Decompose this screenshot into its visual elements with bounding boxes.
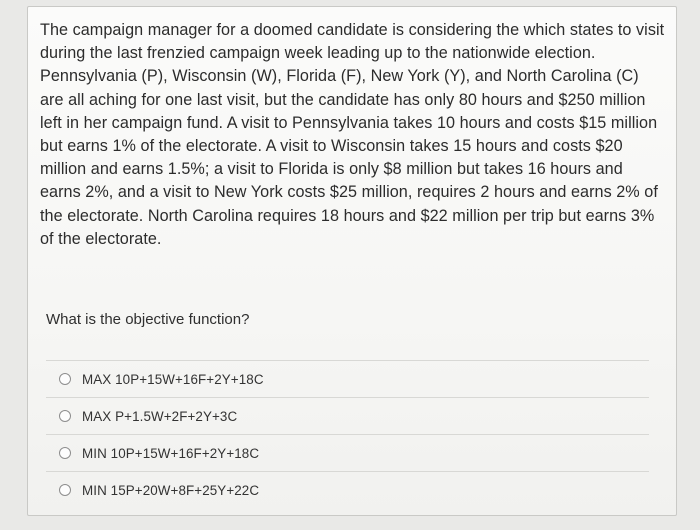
answer-option-2[interactable]	[46, 398, 649, 434]
answer-option-label: MIN 10P+15W+16F+2Y+18C	[82, 445, 260, 461]
answer-options	[46, 360, 649, 508]
answer-option-label: MAX 10P+15W+16F+2Y+18C	[82, 371, 264, 387]
answer-option-4[interactable]	[46, 472, 649, 508]
radio-button[interactable]	[59, 373, 71, 385]
answer-option-1[interactable]	[46, 361, 649, 397]
answer-option-3[interactable]	[46, 435, 649, 471]
question-text: The campaign manager for a doomed candidate is considering the which states to visit during the last frenzied campaign week leading up to the nationwide election. Pennsylvania (P), Wisconsin (W), Florida (F), New York (Y), and North Carolina (C) are all aching for one last visit, but the candidate has only 80 hours and $250 million left in her campaign fund. A visit to Pennsylvania takes 10 hours and costs $15 million but earns 1% of the electorate. A visit to Wisconsin takes 15 hours and costs $20 million and earns 1.5%; a visit to Florida is only $8 million but takes 16 hours and earns 2%, and a visit to New York costs $25 million, requires 2 hours and earns 2% of the electorate. North Carolina requires 18 hours and $22 million per trip but earns 3% of the electorate.	[40, 21, 665, 248]
radio-button[interactable]	[59, 484, 71, 496]
answer-option-label: MAX P+1.5W+2F+2Y+3C	[82, 408, 238, 424]
answer-option-label: MIN 15P+20W+8F+25Y+22C	[82, 482, 260, 498]
radio-button[interactable]	[59, 410, 71, 422]
radio-button[interactable]	[59, 447, 71, 459]
question-panel	[27, 6, 677, 516]
question-prompt: What is the objective function?	[46, 311, 250, 328]
